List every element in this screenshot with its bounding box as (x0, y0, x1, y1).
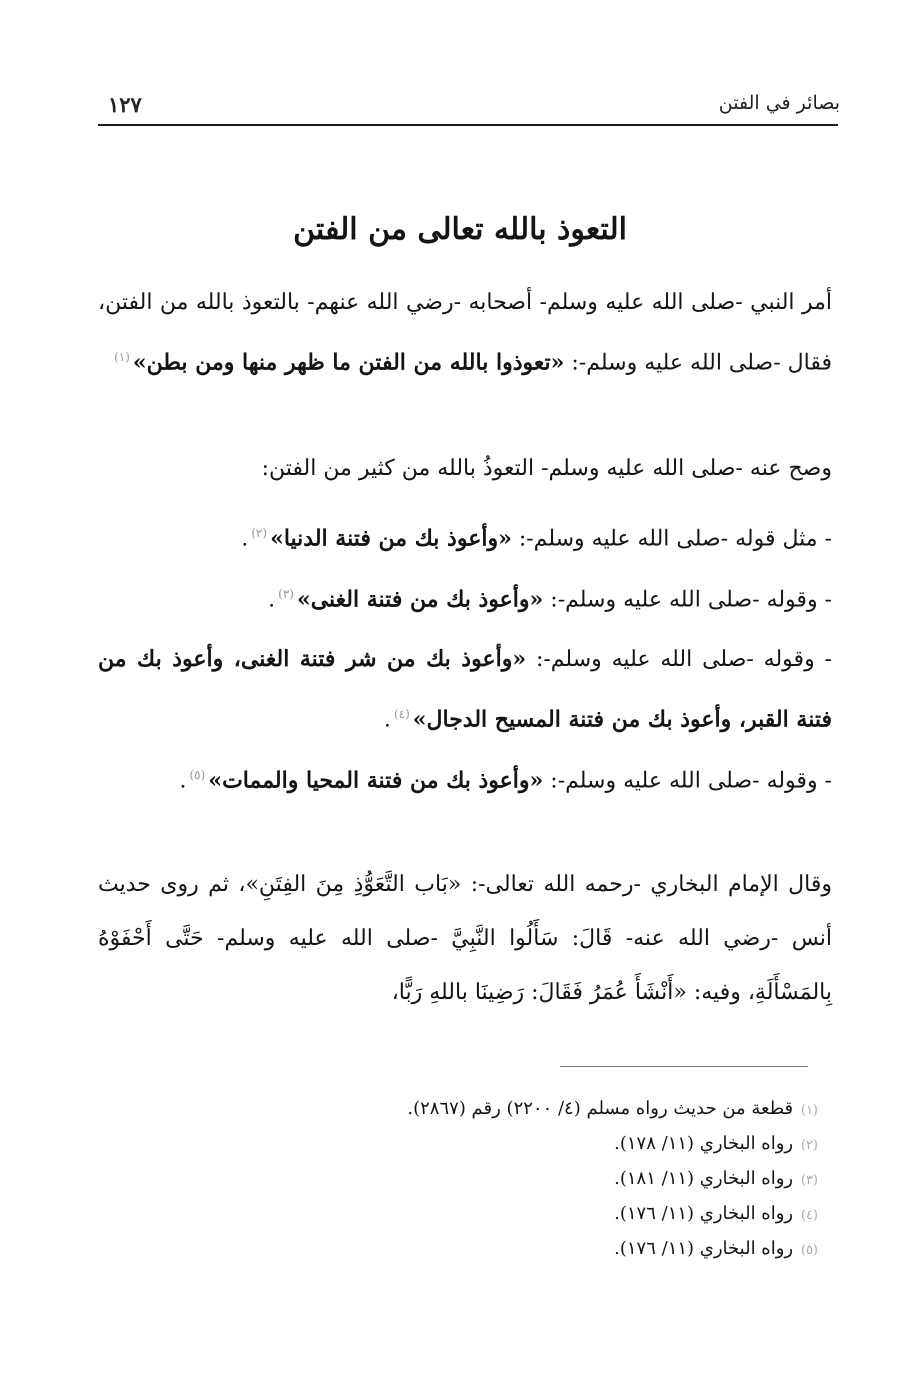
paragraph-5-text: - وقوله -صلى الله عليه وسلم-: (526, 647, 832, 672)
header-rule (98, 124, 838, 126)
paragraph-7-text: وقال الإمام البخاري -رحمه الله تعالى-: «بَاب التَّعَوُّذِ مِنَ الفِتَنِ»، ثم روى حديث أنس -رضي الله عنه- قَالَ: سَأَلُوا النَّبِيَّ -صلى الله عليه وسلم- حَتَّى أَحْفَوْهُ بِالمَسْأَلَةِ، وفيه: «أَنْشَأَ عُمَرُ فَقَالَ: رَضِينَا باللهِ رَبًّا، (98, 872, 832, 1005)
paragraph-4-text: - وقوله -صلى الله عليه وسلم-: (543, 587, 832, 613)
footnote-separator (560, 1066, 808, 1067)
chapter-title: التعوذ بالله تعالى من الفتن (293, 212, 627, 247)
paragraph-2-text: وصح عنه -صلى الله عليه وسلم- التعوذُ بالله من كثير من الفتن: (261, 456, 832, 481)
paragraph-6-text: - وقوله -صلى الله عليه وسلم-: (543, 768, 832, 794)
footnote-text: قطعة من حديث رواه مسلم (٤/ ٢٢٠٠) رقم (٢٨٦٧). (407, 1098, 794, 1119)
paragraph-7 (98, 858, 832, 1020)
paragraph-1-quote: «تعوذوا بالله من الفتن ما ظهر منها ومن بطن» (132, 349, 565, 376)
footnote-ref-5: (٥) (189, 768, 206, 782)
page-number: ١٢٧ (108, 92, 142, 117)
footnote-number: (١) (800, 1103, 818, 1118)
footnote-ref-2: (٢) (251, 526, 268, 540)
paragraph-1-text: أمر النبي -صلى الله عليه وسلم- أصحابه -رضي الله عنهم- بالتعوذ بالله من الفتن، فقال -صلى الله عليه وسلم-: (98, 290, 832, 376)
paragraph-3-text: - مثل قوله -صلى الله عليه وسلم-: (511, 526, 832, 552)
paragraph-4-quote: «وأعوذ بك من فتنة الغنى» (296, 586, 544, 613)
footnote-item (150, 1127, 818, 1162)
paragraph-6: - وقوله -صلى الله عليه وسلم-: «وأعوذ بك من فتنة المحيا والممات»$^{(٥)}$. (179, 767, 832, 794)
footnote-item (150, 1197, 818, 1232)
footnote-item (150, 1162, 818, 1197)
footnote-text: رواه البخاري (١١/ ١٧٦). (614, 1238, 794, 1259)
footnote-ref-3: (٣) (278, 587, 294, 601)
footnote-item (150, 1092, 818, 1127)
footnotes (150, 1092, 818, 1267)
footnote-ref-1: (١) (114, 350, 130, 364)
footnote-number: (٣) (800, 1173, 818, 1188)
footnote-text: رواه البخاري (١١/ ١٧٦). (614, 1203, 794, 1224)
footnote-item (150, 1232, 818, 1267)
paragraph-3-quote: «وأعوذ بك من فتنة الدنيا» (270, 525, 512, 552)
paragraph-4: - وقوله -صلى الله عليه وسلم-: «وأعوذ بك من فتنة الغنى»$^{(٣)}$. (268, 586, 832, 613)
paragraph-1 (98, 276, 832, 390)
footnote-number: (٤) (800, 1208, 818, 1223)
footnote-number: (٢) (800, 1138, 818, 1153)
running-title: بصائر في الفتن (718, 92, 840, 114)
paragraph-3: - مثل قوله -صلى الله عليه وسلم-: «وأعوذ بك من فتنة الدنيا»$^{(٢)}$. (241, 525, 832, 552)
paragraph-2 (98, 442, 832, 496)
paragraph-5-quote: «وأعوذ بك من شر فتنة الغنى، وأعوذ بك من فتنة القبر، وأعوذ بك من فتنة المسيح الدجال» (98, 646, 832, 733)
paragraph-6-quote: «وأعوذ بك من فتنة المحيا والممات» (208, 767, 544, 794)
footnote-ref-4: (٤) (393, 707, 410, 721)
footnote-text: رواه البخاري (١١/ ١٨١). (614, 1168, 794, 1189)
footnote-number: (٥) (800, 1243, 818, 1258)
footnote-text: رواه البخاري (١١/ ١٧٨). (614, 1133, 794, 1154)
paragraph-5: - وقوله -صلى الله عليه وسلم-: «وأعوذ بك من شر فتنة الغنى، وأعوذ بك من فتنة القبر، وأعوذ بك من فتنة المسيح الدجال»$^{(٤)}$. (98, 646, 832, 733)
